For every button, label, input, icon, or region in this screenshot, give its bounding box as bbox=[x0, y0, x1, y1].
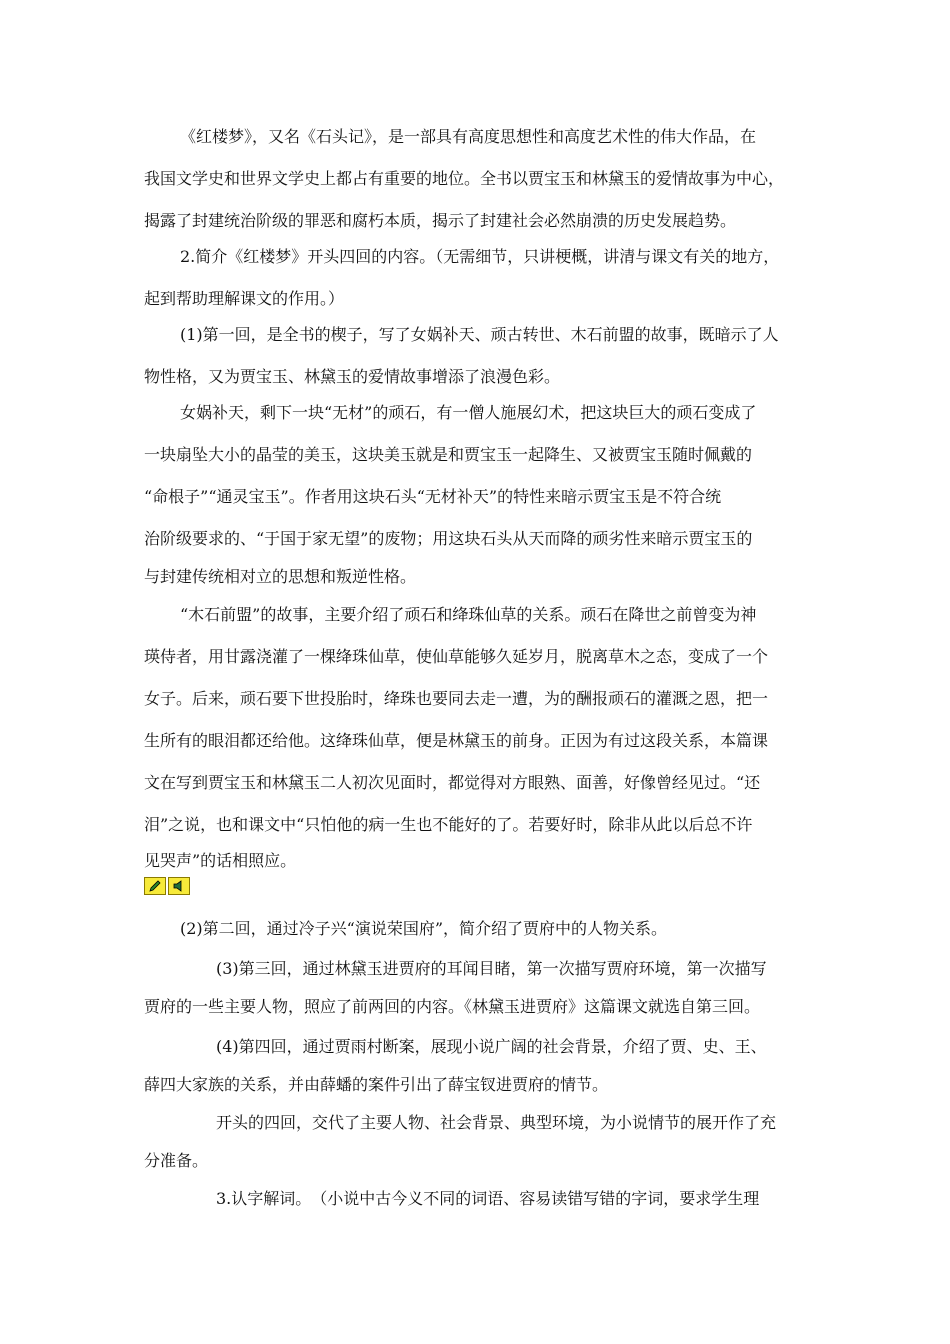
pencil-icon[interactable] bbox=[144, 877, 166, 895]
nuwa-line-2: 一块扇坠大小的晶莹的美玉，这块美玉就是和贾宝玉一起降生、又被贾宝玉随时佩戴的 bbox=[144, 445, 753, 464]
chapter-3-line-1: (3)第三回，通过林黛玉进贾府的耳闻目睹，第一次描写贾府环境，第一次描写 bbox=[216, 959, 767, 978]
mushi-line-1: “木石前盟”的故事，主要介绍了顽石和绛珠仙草的关系。顽石在降世之前曾变为神 bbox=[180, 605, 757, 624]
chapter-4-line-2: 薛四大家族的关系，并由薛蟠的案件引出了薛宝钗进贾府的情节。 bbox=[144, 1075, 609, 1094]
section-2-heading: 2.简介《红楼梦》开头四回的内容。（无需细节，只讲梗概，讲清与课文有关的地方， bbox=[180, 247, 780, 266]
mushi-line-2: 瑛侍者，用甘露浇灌了一棵绛珠仙草，使仙草能够久延岁月，脱离草木之态，变成了一个 bbox=[144, 647, 769, 666]
section-2-line-2: 起到帮助理解课文的作用。） bbox=[144, 289, 345, 308]
mushi-line-6: 泪”之说，也和课文中“只怕他的病一生也不能好的了。若要好时，除非从此以后总不许 bbox=[144, 815, 753, 834]
chapter-1-line-1: (1)第一回，是全书的楔子，写了女娲补天、顽古转世、木石前盟的故事，既暗示了人 bbox=[180, 325, 779, 344]
chapter-3-line-2: 贾府的一些主要人物，照应了前两回的内容。《林黛玉进贾府》这篇课文就选自第三回。 bbox=[144, 997, 761, 1016]
paragraph-1-line-1: 《红楼梦》，又名《石头记》，是一部具有高度思想性和高度艺术性的伟大作品，在 bbox=[180, 127, 757, 146]
nuwa-line-5: 与封建传统相对立的思想和叛逆性格。 bbox=[144, 567, 417, 586]
chapter-1-line-2: 物性格，又为贾宝玉、林黛玉的爱情故事增添了浪漫色彩。 bbox=[144, 367, 561, 386]
paragraph-1-line-3: 揭露了封建统治阶级的罪恶和腐朽本质，揭示了封建社会必然崩溃的历史发展趋势。 bbox=[144, 211, 737, 230]
speaker-icon[interactable] bbox=[168, 877, 190, 895]
summary-line-2: 分准备。 bbox=[144, 1151, 209, 1170]
icon-toolbar bbox=[144, 877, 190, 897]
nuwa-line-1: 女娲补天，剩下一块“无材”的顽石，有一僧人施展幻术，把这块巨大的顽石变成了 bbox=[180, 403, 757, 422]
chapter-2-line-1: (2)第二回，通过冷子兴“演说荣国府”，简介绍了贾府中的人物关系。 bbox=[180, 919, 668, 938]
nuwa-line-3: “命根子”“通灵宝玉”。作者用这块石头“无材补天”的特性来暗示贾宝玉是不符合统 bbox=[144, 487, 722, 506]
chapter-4-line-1: (4)第四回，通过贾雨村断案，展现小说广阔的社会背景，介绍了贾、史、王、 bbox=[216, 1037, 767, 1056]
section-3-heading: 3.认字解词。 （小说中古今义不同的词语、容易读错写错的字词，要求学生理 bbox=[216, 1189, 760, 1208]
mushi-line-4: 生所有的眼泪都还给他。这绛珠仙草，便是林黛玉的前身。正因为有过这段关系，本篇课 bbox=[144, 731, 769, 750]
mushi-line-5: 文在写到贾宝玉和林黛玉二人初次见面时，都觉得对方眼熟、面善，好像曾经见过。“还 bbox=[144, 773, 761, 792]
summary-line-1: 开头的四回，交代了主要人物、社会背景、典型环境，为小说情节的展开作了充 bbox=[216, 1113, 777, 1132]
mushi-line-7: 见哭声”的话相照应。 bbox=[144, 851, 297, 870]
mushi-line-3: 女子。后来，顽石要下世投胎时，绛珠也要同去走一遭，为的酬报顽石的灌溉之恩，把一 bbox=[144, 689, 769, 708]
paragraph-1-line-2: 我国文学史和世界文学史上都占有重要的地位。全书以贾宝玉和林黛玉的爱情故事为中心， bbox=[144, 169, 785, 188]
nuwa-line-4: 治阶级要求的、“于国于家无望”的废物；用这块石头从天而降的顽劣性来暗示贾宝玉的 bbox=[144, 529, 753, 548]
